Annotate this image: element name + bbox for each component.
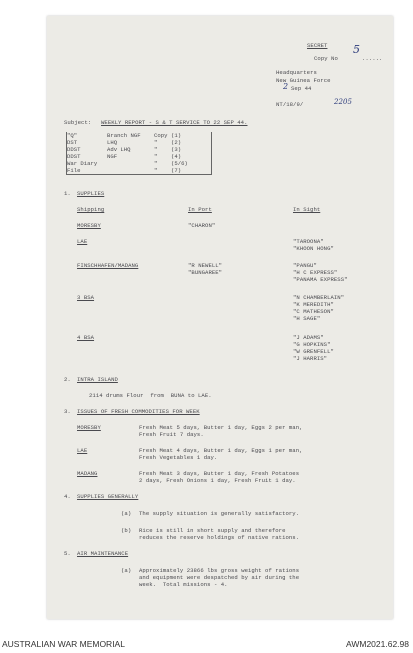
distribution-row: DST LHQ " (2) [67, 139, 182, 146]
in-port-vessel: "R NEWELL" [188, 262, 223, 269]
air-item-label: (a) [121, 567, 132, 574]
in-sight-vessel: "G HOPKINS" [293, 341, 331, 348]
force-line: New Guinea Force [276, 77, 331, 84]
in-sight-vessel: "KHOON HONG" [293, 245, 334, 252]
place-moresby: MORESBY [77, 222, 101, 229]
distribution-row: War Diary " (5/6) [67, 160, 188, 167]
in-port-vessel: "BUNGAREE" [188, 269, 223, 276]
fresh-issue-line: Fresh Meat 5 days, Butter 1 day, Eggs 2 per man, [139, 424, 303, 431]
in-sight-vessel: "PANAMA EXPRESS" [293, 276, 348, 283]
place-lae: LAE [77, 238, 88, 245]
footer-institution: AUSTRALIAN WAR MEMORIAL [2, 639, 125, 649]
fresh-issue-line: 2 days, Fresh Onions 1 day, Fresh Fruit 1 day. [139, 477, 296, 484]
copy-number-handwritten: 5 [353, 43, 361, 56]
air-item-line: and equipment were despatched by air during the [139, 574, 300, 581]
general-item-line: Rice is still in short supply and therefore [139, 527, 286, 534]
distribution-row: File " (7) [67, 167, 182, 174]
intra-island-text: 2114 drums Flour from BUNA to LAE. [89, 392, 212, 399]
shipping-column-header: Shipping [77, 206, 105, 213]
in-sight-vessel: "N CHAMBERLAIN" [293, 294, 345, 301]
headquarters-line: Headquarters [276, 69, 317, 76]
fresh-place-moresby: MORESBY [77, 424, 101, 431]
place-finschhafen-madang: FINSCHHAFEN/MADANG [77, 262, 139, 269]
section-1-heading: SUPPLIES [77, 190, 105, 197]
general-item-label: (b) [121, 527, 132, 534]
reference-handwritten: 2205 [334, 98, 353, 106]
copy-number-label: Copy No [314, 55, 338, 62]
in-sight-vessel: "PANGU" [293, 262, 317, 269]
distribution-row: DDST Adv LHQ " (3) [67, 146, 182, 153]
in-port-column-header: In Port [188, 206, 212, 213]
in-port-vessel: "CHARON" [188, 222, 216, 229]
in-sight-vessel: "TAROONA" [293, 238, 324, 245]
general-item-line: The supply situation is generally satisfactory. [139, 510, 300, 517]
section-3-heading: ISSUES OF FRESH COMMODITIES FOR WEEK [77, 408, 200, 415]
in-sight-vessel: "J ADAMS" [293, 334, 324, 341]
air-item-line: Approximately 23866 lbs gross weight of rations [139, 567, 300, 574]
fresh-issue-line: Fresh Fruit 7 days. [139, 431, 204, 438]
in-sight-vessel: "K MEREDITH" [293, 301, 334, 308]
fresh-issue-line: Fresh Vegetables 1 day. [139, 454, 218, 461]
general-item-label: (a) [121, 510, 132, 517]
fresh-place-lae: LAE [77, 447, 88, 454]
section-4-heading: SUPPLIES GENERALLY [77, 493, 139, 500]
in-sight-vessel: "J HARRIS" [293, 355, 328, 362]
section-2-number: 2. [64, 376, 71, 383]
date-typed: Sep 44 [291, 85, 312, 92]
distribution-table [66, 132, 212, 175]
air-item-line: week. Total missions - 4. [139, 581, 228, 588]
reference-typed: NT/18/9/ [276, 101, 304, 108]
section-1-number: 1. [64, 190, 71, 197]
in-sight-vessel: "H C EXPRESS" [293, 269, 338, 276]
in-sight-column-header: In Sight [293, 206, 321, 213]
in-sight-vessel: "W GRENFELL" [293, 348, 334, 355]
in-sight-vessel: "H SAGE" [293, 315, 321, 322]
section-4-number: 4. [64, 493, 71, 500]
distribution-row: "Q" Branch NGF Copy (1) [67, 132, 182, 139]
section-5-number: 5. [64, 550, 71, 557]
section-3-number: 3. [64, 408, 71, 415]
section-2-heading: INTRA ISLAND [77, 376, 118, 383]
fresh-issue-line: Fresh Meat 3 days, Butter 1 day, Fresh Potatoes [139, 470, 300, 477]
subject-label: Subject: [64, 119, 92, 126]
in-sight-vessel: "C MATHESON" [293, 308, 334, 315]
section-5-heading: AIR MAINTENANCE [77, 550, 129, 557]
place-3-bsa: 3 BSA [77, 294, 95, 301]
fresh-issue-line: Fresh Meat 4 days, Butter 1 day, Eggs 1 per man, [139, 447, 303, 454]
place-4-bsa: 4 BSA [77, 334, 95, 341]
distribution-row: DDST NGF " (4) [67, 153, 182, 160]
fresh-place-madang: MADANG [77, 470, 98, 477]
footer-accession-number: AWM2021.62.98 [346, 639, 409, 649]
copy-number-dots: ...... [362, 55, 383, 62]
date-day-handwritten: 2 [283, 82, 289, 91]
classification-label: SECRET [307, 42, 328, 49]
general-item-line: reduces the reserve holdings of native rations. [139, 534, 300, 541]
subject-text: WEEKLY REPORT - S & T SERVICE TO 22 SEP 44. [101, 119, 248, 126]
